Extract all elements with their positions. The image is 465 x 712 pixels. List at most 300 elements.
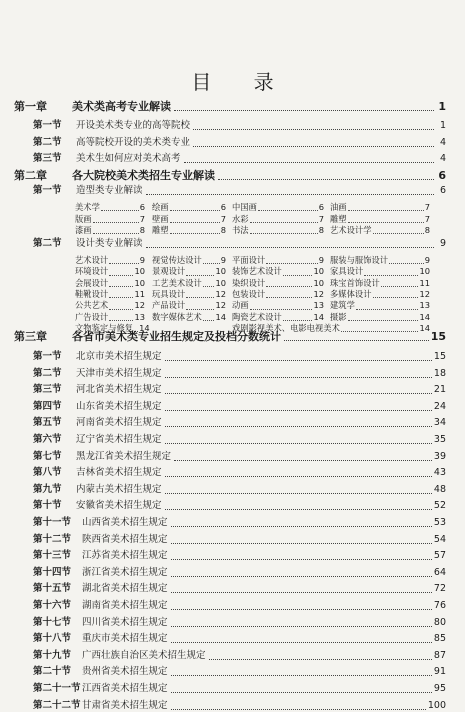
page-number: 15 bbox=[433, 351, 446, 362]
page-number: 48 bbox=[433, 483, 446, 495]
page-number: 80 bbox=[433, 616, 446, 628]
dot-leader bbox=[186, 275, 214, 276]
major-entry[interactable] bbox=[232, 214, 324, 225]
dot-leader bbox=[170, 210, 220, 211]
toc-section[interactable] bbox=[33, 185, 446, 197]
chapter-label: 第三章 bbox=[14, 330, 47, 343]
dot-leader bbox=[109, 320, 133, 321]
page-number: 10 bbox=[134, 266, 145, 277]
major-name: 景观设计 bbox=[152, 266, 186, 277]
section-label: 第十三节 bbox=[33, 550, 72, 562]
major-name: 家具设计 bbox=[330, 266, 364, 277]
major-entry[interactable] bbox=[152, 214, 226, 225]
section-label: 第十九节 bbox=[33, 649, 72, 661]
page-number: 11 bbox=[419, 277, 430, 288]
page-number: 9 bbox=[318, 255, 324, 265]
page-number: 54 bbox=[433, 533, 446, 545]
toc-section[interactable] bbox=[33, 384, 446, 396]
page-number: 4 bbox=[439, 153, 446, 164]
page-number: 52 bbox=[433, 500, 446, 512]
section-label: 第二十一节 bbox=[33, 683, 81, 694]
dot-leader bbox=[170, 233, 220, 234]
toc-section[interactable] bbox=[33, 467, 446, 479]
dot-leader bbox=[165, 443, 432, 444]
section-title: 美术生如何应对美术高考 bbox=[76, 153, 181, 164]
toc-section[interactable] bbox=[33, 534, 446, 546]
major-entry[interactable] bbox=[330, 266, 430, 277]
major-entry[interactable] bbox=[152, 202, 226, 213]
major-entry[interactable] bbox=[152, 255, 226, 266]
major-name: 染织设计 bbox=[232, 277, 266, 288]
page-number: 10 bbox=[215, 277, 226, 288]
dot-leader bbox=[250, 222, 318, 223]
page-number: 24 bbox=[433, 400, 446, 412]
dot-leader bbox=[93, 222, 139, 223]
dot-leader bbox=[171, 592, 432, 593]
page-number: 12 bbox=[419, 288, 430, 299]
dot-leader bbox=[193, 129, 434, 130]
major-name: 动画 bbox=[232, 300, 249, 311]
section-title: 开设美术类专业的高等院校 bbox=[76, 120, 191, 131]
major-name: 建筑学 bbox=[330, 300, 355, 311]
page-number: 14 bbox=[139, 322, 150, 333]
toc-section[interactable] bbox=[33, 583, 446, 595]
dot-leader bbox=[171, 576, 432, 577]
major-entry[interactable] bbox=[330, 202, 430, 213]
section-label: 第三节 bbox=[33, 384, 62, 396]
section-title: 河北省美术招生规定 bbox=[76, 384, 162, 396]
section-title: 陕西省美术招生规定 bbox=[82, 533, 168, 545]
section-title: 湖北省美术招生规定 bbox=[82, 583, 168, 595]
dot-leader bbox=[184, 162, 434, 163]
section-label: 第二十二节 bbox=[33, 699, 81, 711]
section-title: 江西省美术招生规定 bbox=[82, 683, 168, 694]
page-number: 7 bbox=[139, 213, 145, 224]
page-number: 8 bbox=[424, 225, 430, 235]
section-label: 第十四节 bbox=[33, 566, 72, 578]
section-title: 辽宁省美术招生规定 bbox=[76, 434, 162, 445]
major-entry[interactable] bbox=[232, 255, 324, 266]
page-number: 11 bbox=[134, 288, 145, 299]
page-number: 10 bbox=[313, 277, 324, 288]
section-title: 山东省美术招生规定 bbox=[76, 400, 162, 412]
major-entry[interactable] bbox=[232, 225, 324, 236]
major-entry[interactable] bbox=[152, 225, 226, 236]
page-number: 21 bbox=[433, 384, 446, 396]
dot-leader bbox=[171, 526, 432, 527]
toc-section[interactable] bbox=[33, 633, 446, 645]
major-name: 艺术设计 bbox=[75, 255, 109, 265]
page-number: 9 bbox=[439, 238, 446, 249]
major-entry[interactable] bbox=[152, 266, 226, 277]
page-number: 12 bbox=[134, 300, 145, 311]
major-name: 摄影 bbox=[330, 311, 347, 322]
page-number: 7 bbox=[220, 213, 226, 224]
major-entry[interactable] bbox=[75, 255, 145, 266]
major-name: 工艺美术设计 bbox=[152, 277, 202, 288]
major-name: 陶瓷艺术设计 bbox=[232, 311, 282, 322]
section-label: 第四节 bbox=[33, 400, 62, 412]
dot-leader bbox=[373, 297, 419, 298]
section-title: 贵州省美术招生规定 bbox=[82, 666, 168, 678]
toc-section[interactable] bbox=[33, 401, 446, 413]
page-number: 87 bbox=[433, 649, 446, 661]
dot-leader bbox=[283, 320, 313, 321]
section-title: 北京市美术招生规定 bbox=[76, 351, 162, 362]
dot-leader bbox=[193, 146, 434, 147]
major-entry[interactable] bbox=[152, 300, 226, 311]
dot-leader bbox=[389, 263, 424, 264]
toc-chapter-3[interactable] bbox=[14, 331, 446, 343]
section-label: 第三节 bbox=[33, 153, 62, 164]
major-entry[interactable] bbox=[75, 278, 145, 289]
dot-leader bbox=[171, 642, 432, 643]
page-number: 8 bbox=[220, 225, 226, 235]
section-title: 高等院校开设的美术类专业 bbox=[76, 137, 191, 148]
page-number: 35 bbox=[433, 434, 446, 445]
major-grid-design bbox=[75, 255, 440, 335]
section-title: 造型类专业解读 bbox=[76, 185, 143, 196]
toc-section[interactable] bbox=[33, 550, 446, 562]
toc-section[interactable] bbox=[33, 238, 446, 250]
major-entry[interactable] bbox=[232, 300, 324, 311]
section-title: 安徽省美术招生规定 bbox=[76, 500, 162, 512]
section-label: 第二节 bbox=[33, 238, 62, 249]
dot-leader bbox=[186, 309, 214, 310]
toc-section[interactable] bbox=[33, 617, 446, 629]
dot-leader bbox=[283, 275, 313, 276]
major-entry[interactable] bbox=[330, 255, 430, 266]
page-number: 14 bbox=[419, 322, 430, 333]
page-number: 10 bbox=[134, 277, 145, 288]
page-number: 12 bbox=[215, 300, 226, 311]
section-title: 甘肃省美术招生规定 bbox=[82, 699, 168, 711]
major-entry[interactable] bbox=[152, 289, 226, 300]
dot-leader bbox=[203, 320, 215, 321]
page-number: 91 bbox=[433, 666, 446, 678]
toc-section[interactable] bbox=[33, 153, 446, 165]
dot-leader bbox=[186, 297, 214, 298]
toc-section[interactable] bbox=[33, 451, 446, 463]
section-label: 第十五节 bbox=[33, 583, 72, 595]
major-entry[interactable] bbox=[232, 266, 324, 277]
dot-leader bbox=[101, 210, 139, 211]
page-number: 85 bbox=[433, 633, 446, 645]
section-label: 第九节 bbox=[33, 483, 62, 495]
dot-leader bbox=[373, 233, 424, 234]
major-name: 数字媒体艺术 bbox=[152, 311, 202, 322]
page-number: 7 bbox=[318, 213, 324, 224]
major-entry[interactable] bbox=[330, 312, 430, 323]
page-number: 7 bbox=[424, 213, 430, 224]
page-number: 6 bbox=[439, 185, 446, 196]
page-number: 13 bbox=[419, 300, 430, 311]
section-title: 重庆市美术招生规定 bbox=[82, 633, 168, 645]
major-name: 雕塑 bbox=[152, 225, 169, 235]
page-number: 12 bbox=[215, 288, 226, 299]
major-name: 珠宝首饰设计 bbox=[330, 277, 380, 288]
dot-leader bbox=[284, 340, 429, 341]
major-grid-modeling bbox=[75, 202, 440, 238]
section-title: 吉林省美术招生规定 bbox=[76, 467, 162, 479]
section-label: 第一节 bbox=[33, 120, 62, 131]
toc-section[interactable] bbox=[33, 500, 446, 512]
dot-leader bbox=[165, 393, 432, 394]
major-entry[interactable] bbox=[75, 289, 145, 300]
page-number: 14 bbox=[419, 311, 430, 322]
dot-leader bbox=[356, 309, 419, 310]
chapter-label: 第一章 bbox=[14, 100, 47, 113]
section-title: 设计类专业解读 bbox=[76, 238, 143, 249]
dot-leader bbox=[348, 222, 424, 223]
major-entry[interactable] bbox=[152, 278, 226, 289]
dot-leader bbox=[109, 263, 139, 264]
toc-section[interactable] bbox=[33, 434, 446, 446]
page-number: 14 bbox=[313, 311, 324, 322]
dot-leader bbox=[109, 275, 133, 276]
dot-leader bbox=[165, 509, 432, 510]
major-name: 版画 bbox=[75, 213, 92, 224]
section-title: 河南省美术招生规定 bbox=[76, 417, 162, 429]
page-number: 43 bbox=[433, 467, 446, 479]
page-number: 10 bbox=[419, 266, 430, 277]
dot-leader bbox=[364, 275, 418, 276]
toc-section[interactable] bbox=[33, 567, 446, 579]
major-name: 鞋靴设计 bbox=[75, 288, 109, 299]
page-number: 95 bbox=[433, 683, 446, 694]
toc-section[interactable] bbox=[33, 417, 446, 429]
major-name: 服装与服饰设计 bbox=[330, 255, 389, 265]
dot-leader bbox=[381, 286, 419, 287]
section-label: 第十节 bbox=[33, 500, 62, 512]
dot-leader bbox=[171, 692, 432, 693]
page-number: 8 bbox=[318, 225, 324, 235]
dot-leader bbox=[170, 222, 220, 223]
dot-leader bbox=[171, 543, 432, 544]
page-number: 8 bbox=[139, 225, 145, 235]
toc-section[interactable] bbox=[33, 517, 446, 529]
major-entry[interactable] bbox=[330, 300, 430, 311]
dot-leader bbox=[171, 609, 432, 610]
major-name: 多媒体设计 bbox=[330, 288, 372, 299]
major-name: 漆画 bbox=[75, 225, 92, 235]
section-title: 黑龙江省美术招生规定 bbox=[76, 450, 172, 462]
major-name: 装饰艺术设计 bbox=[232, 266, 282, 277]
section-title: 江苏省美术招生规定 bbox=[82, 550, 168, 562]
section-title: 湖南省美术招生规定 bbox=[82, 600, 168, 611]
page-title: 目 录 bbox=[191, 70, 292, 94]
major-name: 书法 bbox=[232, 225, 249, 235]
section-label: 第一节 bbox=[33, 351, 62, 362]
major-name: 广告设计 bbox=[75, 311, 109, 322]
dot-leader bbox=[109, 297, 133, 298]
page-number: 6 bbox=[220, 202, 226, 212]
chapter-title: 美术类高考专业解读 bbox=[72, 100, 171, 113]
chapter-title: 各省市美术类专业招生规定及投档分数统计 bbox=[72, 330, 281, 343]
page-number: 6 bbox=[438, 169, 446, 182]
page-number: 15 bbox=[430, 330, 446, 343]
section-title: 浙江省美术招生规定 bbox=[82, 566, 168, 578]
section-label: 第七节 bbox=[33, 450, 62, 462]
chapter-label: 第二章 bbox=[14, 169, 47, 182]
page-number: 1 bbox=[439, 120, 446, 131]
dot-leader bbox=[165, 493, 432, 494]
toc-chapter-1[interactable] bbox=[14, 101, 446, 113]
dot-leader bbox=[165, 426, 432, 427]
dot-leader bbox=[266, 263, 318, 264]
dot-leader bbox=[348, 210, 424, 211]
dot-leader bbox=[266, 297, 312, 298]
dot-leader bbox=[250, 233, 318, 234]
major-name: 产品设计 bbox=[152, 300, 186, 311]
major-entry[interactable] bbox=[152, 312, 226, 323]
major-entry[interactable] bbox=[232, 202, 324, 213]
major-entry[interactable] bbox=[75, 266, 145, 277]
major-name: 玩具设计 bbox=[152, 288, 186, 299]
page-number: 1 bbox=[438, 100, 446, 113]
page-number: 13 bbox=[313, 300, 324, 311]
toc-section[interactable] bbox=[33, 683, 446, 695]
section-label: 第八节 bbox=[33, 467, 62, 479]
page-number: 10 bbox=[215, 266, 226, 277]
major-entry[interactable] bbox=[232, 278, 324, 289]
toc-section[interactable] bbox=[33, 650, 446, 662]
toc-section[interactable] bbox=[33, 120, 446, 132]
page-number: 12 bbox=[313, 288, 324, 299]
section-label: 第六节 bbox=[33, 434, 62, 445]
toc-section[interactable] bbox=[33, 351, 446, 363]
page-number: 4 bbox=[439, 137, 446, 148]
dot-leader bbox=[348, 320, 419, 321]
page-number: 39 bbox=[433, 450, 446, 462]
dot-leader bbox=[203, 263, 220, 264]
section-label: 第五节 bbox=[33, 417, 62, 429]
major-name: 包装设计 bbox=[232, 288, 266, 299]
major-entry[interactable] bbox=[75, 225, 145, 236]
dot-leader bbox=[218, 179, 434, 180]
major-name: 水彩 bbox=[232, 213, 249, 224]
page-number: 7 bbox=[424, 202, 430, 212]
major-name: 戏剧影视美术、电影电视美术 bbox=[232, 322, 340, 333]
dot-leader bbox=[174, 110, 434, 111]
dot-leader bbox=[171, 709, 426, 710]
major-entry[interactable] bbox=[75, 312, 145, 323]
major-name: 壁画 bbox=[152, 213, 169, 224]
dot-leader bbox=[171, 559, 432, 560]
dot-leader bbox=[171, 626, 432, 627]
dot-leader bbox=[209, 659, 432, 660]
toc-section[interactable] bbox=[33, 368, 446, 380]
page-number: 72 bbox=[433, 583, 446, 595]
toc-chapter-2[interactable] bbox=[14, 170, 446, 182]
toc-section[interactable] bbox=[33, 484, 446, 496]
major-entry[interactable] bbox=[232, 289, 324, 300]
major-name: 环境设计 bbox=[75, 266, 109, 277]
page-number: 18 bbox=[433, 367, 446, 379]
page-number: 64 bbox=[433, 566, 446, 578]
toc-section[interactable] bbox=[33, 666, 446, 678]
major-entry[interactable] bbox=[75, 202, 145, 213]
section-label: 第十七节 bbox=[33, 616, 72, 628]
dot-leader bbox=[109, 309, 133, 310]
dot-leader bbox=[165, 410, 432, 411]
major-entry[interactable] bbox=[330, 214, 430, 225]
page-number: 34 bbox=[433, 417, 446, 429]
section-label: 第十二节 bbox=[33, 533, 72, 545]
section-label: 第十一节 bbox=[33, 517, 72, 528]
page-number: 9 bbox=[220, 255, 226, 265]
section-label: 第二十节 bbox=[33, 666, 72, 678]
major-entry[interactable] bbox=[330, 278, 430, 289]
major-name: 中国画 bbox=[232, 202, 257, 212]
dot-leader bbox=[146, 194, 434, 195]
toc-section[interactable] bbox=[33, 600, 446, 612]
major-name: 雕塑 bbox=[330, 213, 347, 224]
page-number: 14 bbox=[215, 311, 226, 322]
major-entry[interactable] bbox=[75, 214, 145, 225]
page-number: 13 bbox=[134, 311, 145, 322]
page-number: 6 bbox=[139, 202, 145, 212]
dot-leader bbox=[250, 309, 313, 310]
section-title: 四川省美术招生规定 bbox=[82, 616, 168, 628]
section-title: 天津市美术招生规定 bbox=[76, 367, 162, 379]
dot-leader bbox=[93, 233, 139, 234]
major-name: 视觉传达设计 bbox=[152, 255, 202, 265]
major-name: 会展设计 bbox=[75, 277, 109, 288]
major-name: 油画 bbox=[330, 202, 347, 212]
dot-leader bbox=[266, 286, 312, 287]
page-number: 9 bbox=[424, 255, 430, 265]
section-label: 第一节 bbox=[33, 185, 62, 196]
dot-leader bbox=[165, 377, 432, 378]
dot-leader bbox=[174, 460, 432, 461]
dot-leader bbox=[165, 476, 432, 477]
dot-leader bbox=[146, 247, 434, 248]
section-label: 第十八节 bbox=[33, 633, 72, 645]
page-number: 53 bbox=[433, 517, 446, 528]
dot-leader bbox=[203, 286, 215, 287]
dot-leader bbox=[109, 286, 133, 287]
section-title: 内蒙古美术招生规定 bbox=[76, 483, 162, 495]
chapter-title: 各大院校美术类招生专业解读 bbox=[72, 169, 215, 182]
dot-leader bbox=[258, 210, 318, 211]
major-entry[interactable] bbox=[75, 300, 145, 311]
section-title: 广西壮族自治区美术招生规定 bbox=[82, 649, 206, 661]
section-label: 第十六节 bbox=[33, 600, 72, 611]
dot-leader bbox=[165, 360, 432, 361]
major-name: 文物鉴定与修复 bbox=[75, 322, 134, 333]
major-name: 艺术设计学 bbox=[330, 225, 372, 235]
major-name: 美术学 bbox=[75, 202, 100, 212]
page-number: 10 bbox=[313, 266, 324, 277]
major-name: 公共艺术 bbox=[75, 300, 109, 311]
section-label: 第二节 bbox=[33, 367, 62, 379]
page-number: 6 bbox=[318, 202, 324, 212]
section-label: 第二节 bbox=[33, 137, 62, 148]
section-title: 山西省美术招生规定 bbox=[82, 517, 168, 528]
page-number: 100 bbox=[427, 699, 446, 711]
dot-leader bbox=[171, 675, 432, 676]
major-entry[interactable] bbox=[232, 312, 324, 323]
page-number: 9 bbox=[139, 255, 145, 265]
major-name: 平面设计 bbox=[232, 255, 266, 265]
major-entry[interactable] bbox=[330, 289, 430, 300]
major-name: 绘画 bbox=[152, 202, 169, 212]
toc-section[interactable] bbox=[33, 137, 446, 149]
page-number: 57 bbox=[433, 550, 446, 562]
page-number: 76 bbox=[433, 600, 446, 611]
major-entry[interactable] bbox=[330, 225, 430, 236]
